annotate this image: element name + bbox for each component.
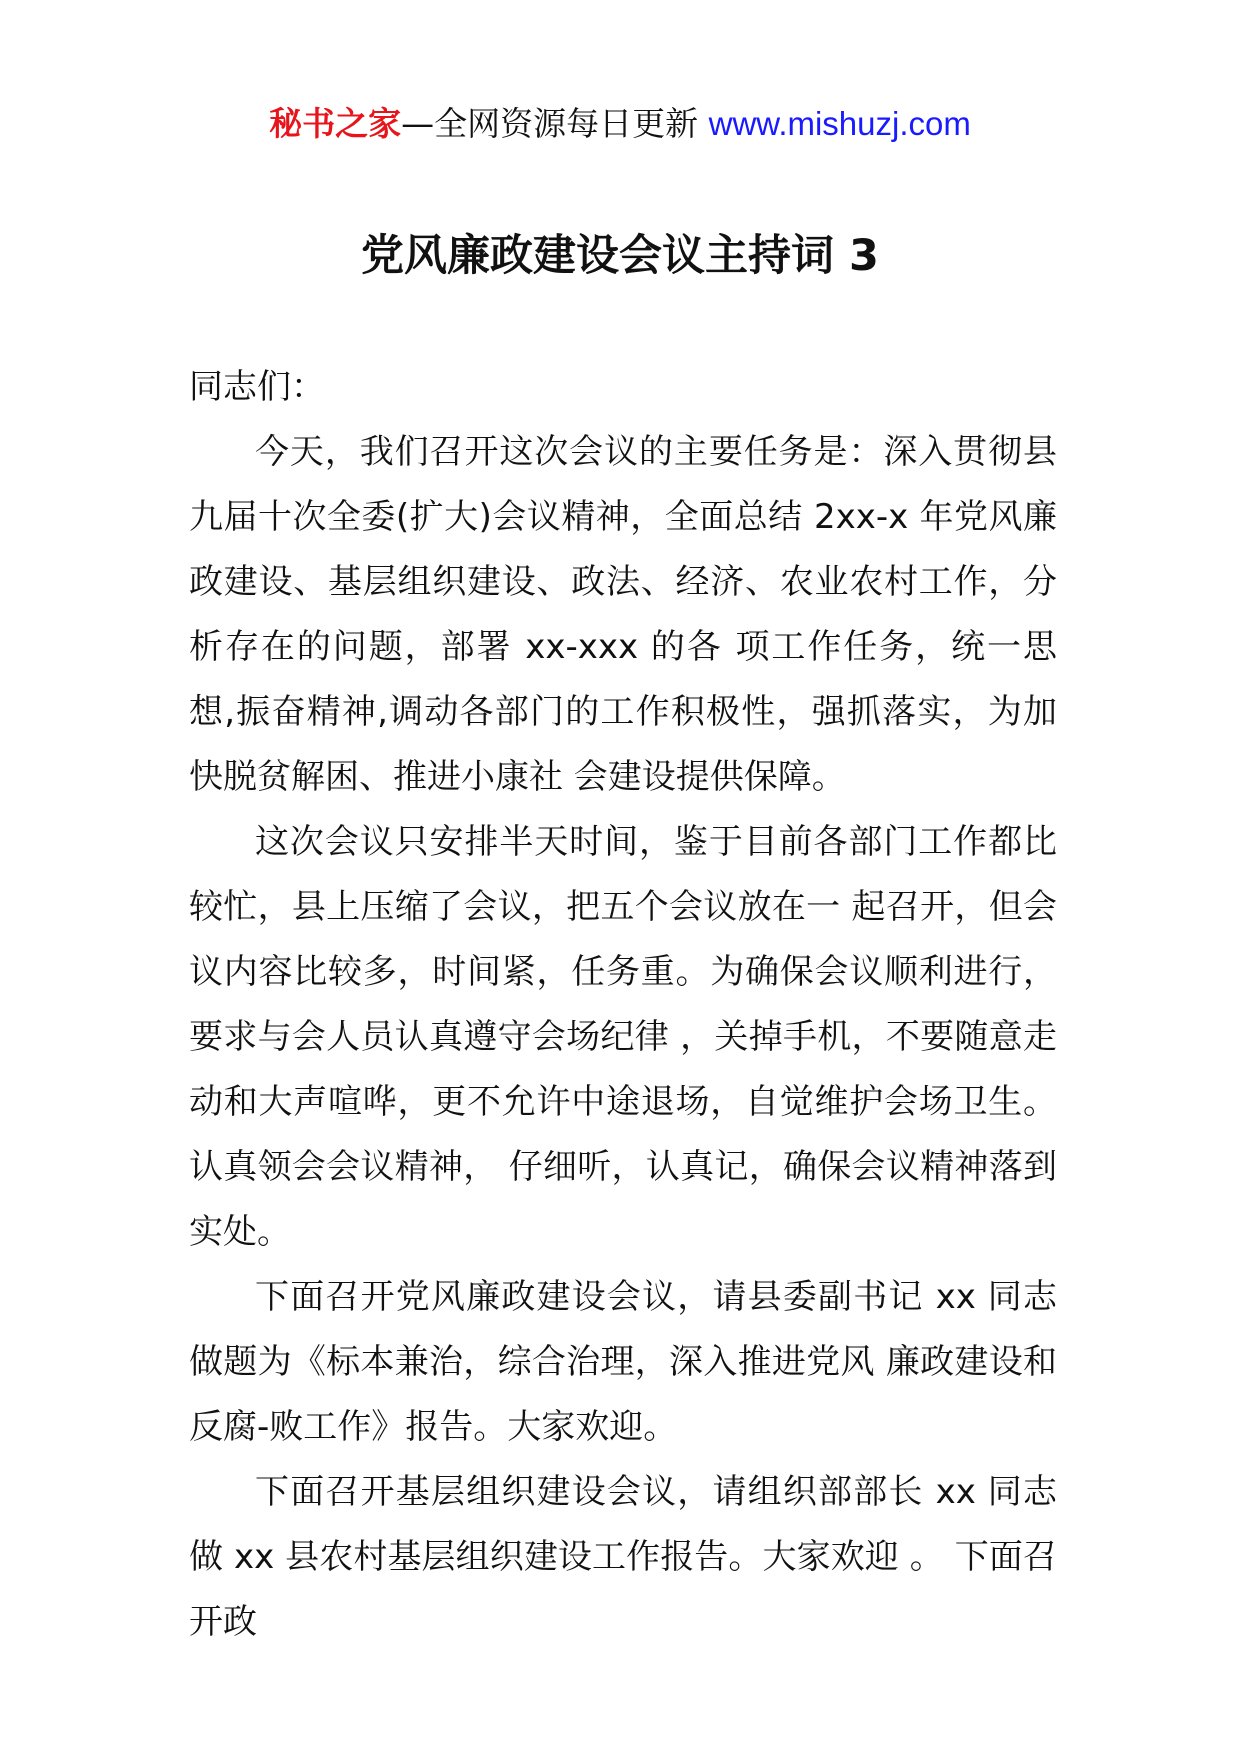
paragraph: 今天，我们召开这次会议的主要任务是：深入贯彻县九届十次全委(扩大)会议精神，全面总结 2xx-x 年党风廉政建设、基层组织建设、政法、经济、农业农村工作，分析存在的问题，部署 xx-xxx 的各 项工作任务，统一思想,振奋精神,调动各部门的工作积极性，强抓落实，为加快脱贫解困、推进小康社 会建设提供保障。: [189, 432, 1057, 797]
document-body: [189, 355, 1057, 1655]
site-url-link[interactable]: www.mishuzj.com: [708, 105, 971, 142]
paragraph: 下面召开党风廉政建设会议，请县委副书记 xx 同志做题为《标本兼治，综合治理，深入推进党风 廉政建设和反腐-败工作》报告。大家欢迎。: [189, 1277, 1057, 1447]
site-tagline: —全网资源每日更新: [401, 104, 709, 143]
site-banner: [0, 100, 1240, 148]
salutation: 同志们：: [189, 367, 325, 407]
paragraph: 这次会议只安排半天时间，鉴于目前各部门工作都比较忙，县上压缩了会议，把五个会议放在一 起召开，但会议内容比较多，时间紧，任务重。为确保会议顺利进行，要求与会人员认真遵守会场纪律 ，关掉手机，不要随意走动和大声喧哗，更不允许中途退场，自觉维护会场卫生。认真领会会议精神， 仔细听，认真记，确保会议精神落到实处。: [189, 822, 1057, 1252]
document-title: 党风廉政建设会议主持词 3: [361, 231, 879, 281]
site-brand: 秘书之家: [269, 104, 402, 143]
paragraph: 下面召开基层组织建设会议，请组织部部长 xx 同志做 xx 县农村基层组织建设工作报告。大家欢迎 。 下面召开政: [189, 1472, 1057, 1642]
